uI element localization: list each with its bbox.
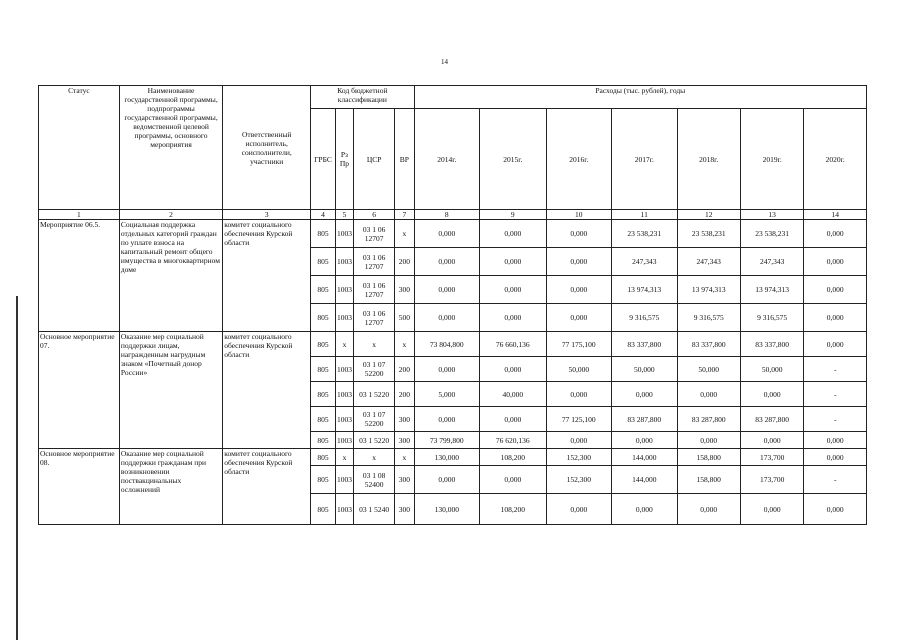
cell-grbs: 805 [311, 357, 336, 382]
cell-value: 144,000 [612, 449, 677, 466]
cell-rzpr: 1003 [335, 382, 353, 407]
cell-grbs: 805 [311, 466, 336, 494]
cell-value: 0,000 [740, 432, 803, 449]
header-year: 2018г. [677, 109, 740, 210]
cell-grbs: 805 [311, 304, 336, 332]
header-expenses: Расходы (тыс. рублей), годы [414, 86, 866, 109]
cell-value: 0,000 [740, 382, 803, 407]
column-number: 6 [354, 210, 395, 220]
cell-value: - [804, 466, 867, 494]
row-status: Мероприятие 06.5. [39, 220, 120, 332]
cell-value: 0,000 [546, 494, 611, 525]
page-number: 14 [441, 58, 448, 66]
cell-value: 0,000 [804, 494, 867, 525]
table-row [39, 220, 867, 248]
header-budget-code: Код бюджетной классификации [311, 86, 414, 109]
cell-csr: x [354, 449, 395, 466]
cell-value: 23 538,231 [612, 220, 677, 248]
cell-value: 9 316,575 [677, 304, 740, 332]
cell-value: 23 538,231 [677, 220, 740, 248]
column-number: 9 [480, 210, 547, 220]
cell-value: 247,343 [612, 248, 677, 276]
column-number: 1 [39, 210, 120, 220]
cell-value: 158,800 [677, 466, 740, 494]
header-grbs: ГРБС [311, 109, 336, 210]
cell-rzpr: 1003 [335, 432, 353, 449]
cell-csr: x [354, 332, 395, 357]
cell-value: 0,000 [546, 382, 611, 407]
cell-value: 50,000 [612, 357, 677, 382]
header-year: 2014г. [414, 109, 479, 210]
cell-value: 73 804,800 [414, 332, 479, 357]
cell-grbs: 805 [311, 220, 336, 248]
cell-value: 5,000 [414, 382, 479, 407]
row-name: Оказание мер социальной поддержки гражданам при возникновении поствакцинальных осложнений [119, 449, 222, 525]
column-number: 14 [804, 210, 867, 220]
cell-value: 0,000 [677, 494, 740, 525]
row-name: Социальная поддержка отдельных категорий граждан по уплате взноса на капитальный ремонт общего имущества в многоквартирном доме [119, 220, 222, 332]
cell-value: 0,000 [414, 248, 479, 276]
cell-value: 23 538,231 [740, 220, 803, 248]
header-rzpr: Рз Пр [335, 109, 353, 210]
row-responsible: комитет социального обеспечения Курской области [223, 332, 311, 449]
cell-value: 0,000 [612, 432, 677, 449]
cell-value: - [804, 407, 867, 432]
cell-value: 50,000 [740, 357, 803, 382]
cell-csr: 03 1 06 12707 [354, 220, 395, 248]
cell-vr: 300 [395, 494, 414, 525]
cell-value: 83 337,800 [740, 332, 803, 357]
cell-value: 0,000 [414, 466, 479, 494]
cell-value: 0,000 [414, 276, 479, 304]
column-number: 13 [740, 210, 803, 220]
column-number: 12 [677, 210, 740, 220]
cell-value: 0,000 [480, 304, 547, 332]
table-body [39, 220, 867, 525]
cell-rzpr: x [335, 332, 353, 357]
cell-csr: 03 1 06 12707 [354, 248, 395, 276]
cell-rzpr: 1003 [335, 407, 353, 432]
cell-value: 0,000 [414, 357, 479, 382]
cell-vr: x [395, 332, 414, 357]
header-vr: ВР [395, 109, 414, 210]
cell-value: 130,000 [414, 449, 479, 466]
cell-value: 0,000 [414, 407, 479, 432]
cell-grbs: 805 [311, 432, 336, 449]
cell-csr: 03 1 07 52200 [354, 357, 395, 382]
cell-value: 50,000 [677, 357, 740, 382]
cell-csr: 03 1 5220 [354, 382, 395, 407]
cell-grbs: 805 [311, 332, 336, 357]
cell-grbs: 805 [311, 248, 336, 276]
cell-vr: x [395, 220, 414, 248]
column-number-row [39, 210, 867, 220]
cell-value: 40,000 [480, 382, 547, 407]
cell-rzpr: 1003 [335, 248, 353, 276]
header-year: 2015г. [480, 109, 547, 210]
row-responsible: комитет социального обеспечения Курской области [223, 220, 311, 332]
cell-value: 0,000 [804, 248, 867, 276]
scan-left-margin-line [16, 296, 18, 640]
table-row [39, 332, 867, 357]
cell-value: 83 287,800 [612, 407, 677, 432]
column-number: 4 [311, 210, 336, 220]
cell-grbs: 805 [311, 407, 336, 432]
cell-value: 50,000 [546, 357, 611, 382]
cell-value: 83 337,800 [612, 332, 677, 357]
cell-value: 76 620,136 [480, 432, 547, 449]
cell-vr: 200 [395, 248, 414, 276]
header-row-top [39, 86, 867, 109]
cell-csr: 03 1 07 52200 [354, 407, 395, 432]
cell-csr: 03 1 08 52400 [354, 466, 395, 494]
cell-csr: 03 1 06 12707 [354, 276, 395, 304]
header-year: 2017г. [612, 109, 677, 210]
cell-csr: 03 1 5220 [354, 432, 395, 449]
cell-grbs: 805 [311, 494, 336, 525]
cell-value: 0,000 [480, 407, 547, 432]
row-responsible: комитет социального обеспечения Курской области [223, 449, 311, 525]
cell-grbs: 805 [311, 276, 336, 304]
cell-value: 0,000 [677, 432, 740, 449]
cell-vr: x [395, 449, 414, 466]
cell-value: 76 660,136 [480, 332, 547, 357]
cell-vr: 300 [395, 432, 414, 449]
cell-vr: 300 [395, 276, 414, 304]
row-name: Оказание мер социальной поддержки лицам, награжденным нагрудным знаком «Почетный донор России» [119, 332, 222, 449]
cell-vr: 300 [395, 466, 414, 494]
row-status: Основное мероприятие 07. [39, 332, 120, 449]
cell-value: 173,700 [740, 466, 803, 494]
cell-value: 0,000 [546, 248, 611, 276]
cell-value: 83 337,800 [677, 332, 740, 357]
header-year: 2016г. [546, 109, 611, 210]
column-number: 10 [546, 210, 611, 220]
header-year: 2020г. [804, 109, 867, 210]
column-number: 11 [612, 210, 677, 220]
cell-value: 0,000 [804, 432, 867, 449]
cell-value: 247,343 [677, 248, 740, 276]
cell-vr: 500 [395, 304, 414, 332]
column-number: 3 [223, 210, 311, 220]
cell-value: 13 974,313 [740, 276, 803, 304]
column-number: 7 [395, 210, 414, 220]
cell-value: 0,000 [612, 382, 677, 407]
cell-value: 13 974,313 [612, 276, 677, 304]
cell-vr: 200 [395, 357, 414, 382]
cell-value: 0,000 [804, 332, 867, 357]
header-year: 2019г. [740, 109, 803, 210]
cell-value: 0,000 [480, 248, 547, 276]
cell-value: 0,000 [480, 276, 547, 304]
column-number: 2 [119, 210, 222, 220]
cell-value: 152,300 [546, 466, 611, 494]
cell-value: 0,000 [804, 276, 867, 304]
cell-value: 83 287,800 [677, 407, 740, 432]
cell-value: 77 175,100 [546, 332, 611, 357]
cell-rzpr: 1003 [335, 276, 353, 304]
header-status: Статус [39, 86, 120, 210]
cell-value: 9 316,575 [740, 304, 803, 332]
cell-value: 0,000 [546, 304, 611, 332]
cell-value: 0,000 [480, 466, 547, 494]
cell-value: 0,000 [804, 449, 867, 466]
cell-value: - [804, 357, 867, 382]
cell-value: 108,200 [480, 494, 547, 525]
cell-value: 0,000 [414, 220, 479, 248]
cell-value: 83 287,800 [740, 407, 803, 432]
header-responsible: Ответственный исполнитель, соисполнители, участники [223, 86, 311, 210]
budget-table [38, 85, 867, 525]
cell-value: - [804, 382, 867, 407]
cell-value: 73 799,800 [414, 432, 479, 449]
cell-value: 0,000 [480, 220, 547, 248]
cell-csr: 03 1 5240 [354, 494, 395, 525]
cell-value: 13 974,313 [677, 276, 740, 304]
cell-value: 247,343 [740, 248, 803, 276]
cell-grbs: 805 [311, 449, 336, 466]
cell-rzpr: 1003 [335, 494, 353, 525]
cell-value: 0,000 [612, 494, 677, 525]
table-row [39, 449, 867, 466]
cell-rzpr: 1003 [335, 220, 353, 248]
cell-rzpr: 1003 [335, 466, 353, 494]
cell-value: 77 125,100 [546, 407, 611, 432]
cell-rzpr: x [335, 449, 353, 466]
cell-value: 173,700 [740, 449, 803, 466]
cell-value: 108,200 [480, 449, 547, 466]
cell-value: 0,000 [546, 220, 611, 248]
cell-value: 130,000 [414, 494, 479, 525]
cell-value: 158,800 [677, 449, 740, 466]
cell-value: 0,000 [546, 276, 611, 304]
cell-rzpr: 1003 [335, 304, 353, 332]
cell-grbs: 805 [311, 382, 336, 407]
cell-value: 144,000 [612, 466, 677, 494]
cell-csr: 03 1 06 12707 [354, 304, 395, 332]
header-name: Наименование государственной программы, подпрограммы государственной программы, ведомственной целевой программы, основного мероприятия [119, 86, 222, 210]
cell-value: 0,000 [546, 432, 611, 449]
row-status: Основное мероприятие 08. [39, 449, 120, 525]
cell-vr: 300 [395, 407, 414, 432]
column-number: 8 [414, 210, 479, 220]
cell-value: 0,000 [804, 304, 867, 332]
cell-value: 0,000 [480, 357, 547, 382]
column-number: 5 [335, 210, 353, 220]
cell-value: 9 316,575 [612, 304, 677, 332]
cell-value: 0,000 [414, 304, 479, 332]
cell-vr: 200 [395, 382, 414, 407]
cell-value: 0,000 [804, 220, 867, 248]
cell-value: 152,300 [546, 449, 611, 466]
cell-value: 0,000 [677, 382, 740, 407]
cell-rzpr: 1003 [335, 357, 353, 382]
header-csr: ЦСР [354, 109, 395, 210]
cell-value: 0,000 [740, 494, 803, 525]
